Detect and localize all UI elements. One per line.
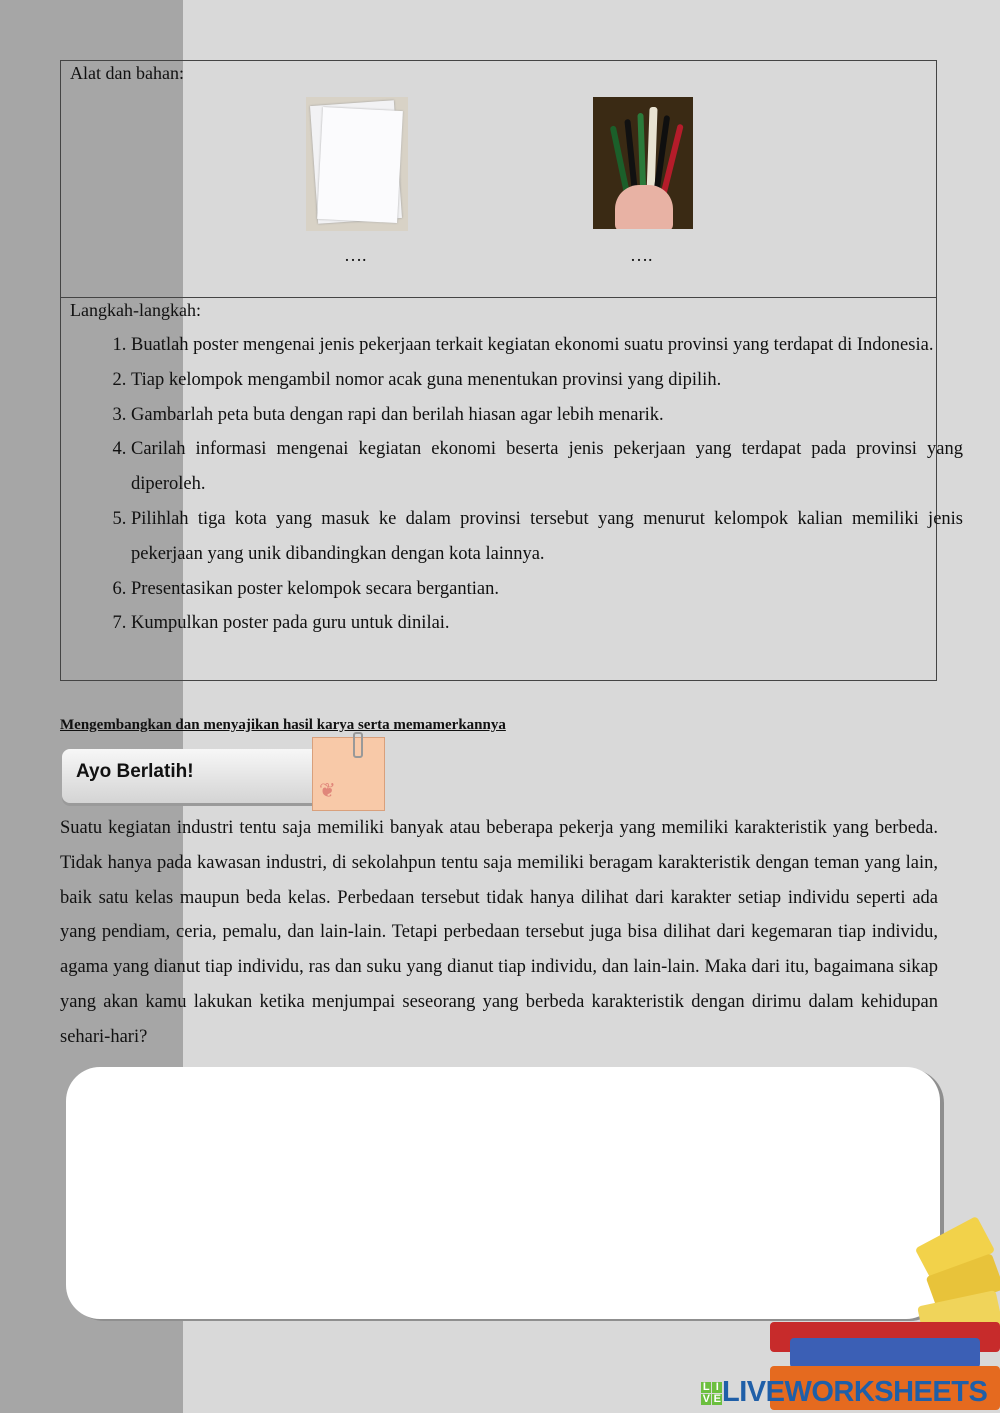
step-item: 4. Carilah informasi mengenai kegiatan ekonomi beserta jenis pekerjaan yang terdapat pada provinsi yang diperoleh. [131, 432, 963, 502]
materials-label: Alat dan bahan: [70, 63, 184, 83]
logo-text: LIVEWORKSHEETS [722, 1376, 988, 1408]
live-icon: L IV E [702, 1381, 721, 1406]
section-heading: Mengembangkan dan menyajikan hasil karya serta memamerkannya [60, 717, 506, 733]
leaf-icon: ❦ [319, 780, 336, 802]
step-item: 1. Buatlah poster mengenai jenis pekerjaan terkait kegiatan ekonomi suatu provinsi yang terdapat di Indonesia. [131, 328, 963, 363]
step-item: 5. Pilihlah tiga kota yang masuk ke dalam provinsi tersebut yang menurut kelompok kalian memiliki jenis pekerjaan yang unik dibandingkan dengan kota lainnya. [131, 502, 963, 572]
paper-clip-icon [353, 732, 363, 758]
sticky-note-icon [312, 737, 385, 811]
step-item: 7. Kumpulkan poster pada guru untuk dinilai. [131, 606, 963, 641]
steps-box [60, 297, 963, 681]
paper-answer-blank[interactable]: …. [344, 245, 367, 265]
question-paragraph: Suatu kegiatan industri tentu saja memiliki banyak atau beberapa pekerja yang memiliki karakteristik yang berbeda. Tidak hanya pada kawasan industri, di sekolahpun tentu saja memiliki beragam karakteristik dengan teman yang lain, baik satu kelas maupun beda kelas. Perbedaan tersebut tidak hanya dilihat dari karakter setiap individu seperti ada yang pendiam, ceria, pemalu, dan lain-lain. Tetapi perbedaan tersebut juga bisa dilihat dari kegemaran tiap individu, agama yang dianut tiap individu, ras dan suku yang dianut tiap individu, dan lain-lain. Maka dari itu, bagaimana sikap yang akan kamu lakukan ketika menjumpai seseorang yang berbeda karakteristik dengan dirimu dalam kehidupan sehari-hari? [60, 818, 938, 1047]
steps-label: Langkah-langkah: [70, 300, 201, 320]
pens-image [593, 97, 693, 229]
step-item: 6. Presentasikan poster kelompok secara bergantian. [131, 572, 963, 607]
step-item: 3. Gambarlah peta buta dengan rapi dan berilah hiasan agar lebih menarik. [131, 398, 963, 433]
materials-box [60, 60, 937, 298]
step-item: 2. Tiap kelompok mengambil nomor acak guna menentukan provinsi yang dipilih. [131, 363, 963, 398]
liveworksheets-logo [700, 1376, 987, 1409]
banner-title: Ayo Berlatih! [76, 761, 194, 782]
paper-image [306, 97, 408, 231]
steps-list [97, 328, 963, 641]
pens-answer-blank[interactable]: …. [630, 245, 653, 265]
exercise-banner [62, 749, 332, 803]
